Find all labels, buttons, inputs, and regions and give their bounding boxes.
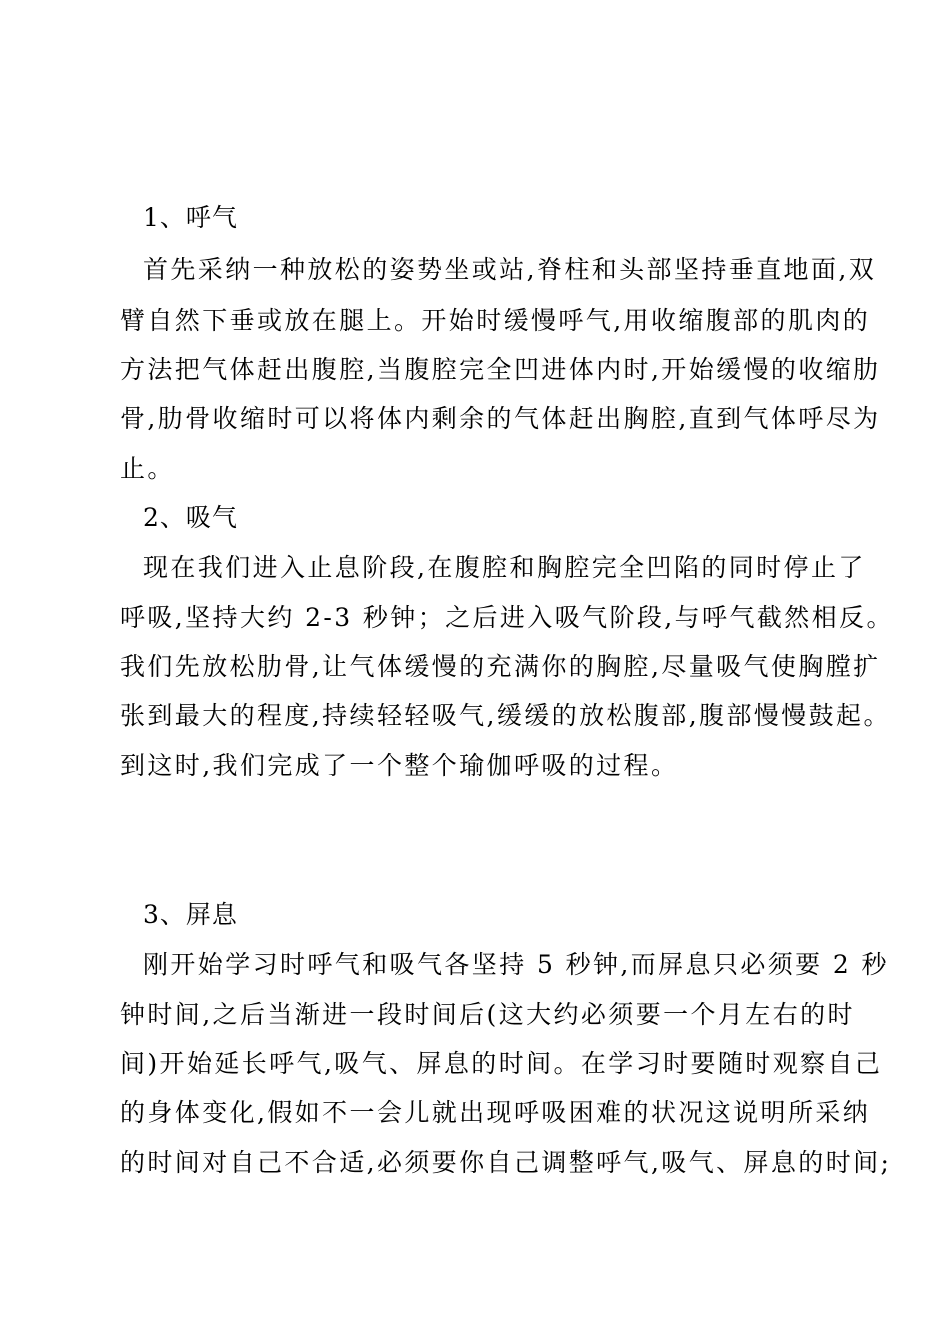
- section-2-line-4: 张到最大的程度,持续轻轻吸气,缓缓的放松腹部,腹部慢慢鼓起。: [120, 701, 891, 730]
- section-1-line-5: 止。: [120, 454, 175, 483]
- section-3-line-2: 钟时间,之后当渐进一段时间后(这大约必须要一个月左右的时: [120, 1000, 855, 1029]
- section-2-line-2: 呼吸,坚持大约 2-3 秒钟；之后进入吸气阶段,与呼气截然相反。: [120, 603, 894, 632]
- section-1-line-4: 骨,肋骨收缩时可以将体内剩余的气体赶出胸腔,直到气体呼尽为: [120, 404, 881, 433]
- section-3-heading: 3、屏息: [143, 900, 238, 929]
- section-2-line-5: 到这时,我们完成了一个整个瑜伽呼吸的过程。: [120, 751, 679, 780]
- section-2-line-1: 现在我们进入止息阶段,在腹腔和胸腔完全凹陷的同时停止了: [143, 553, 866, 582]
- section-1-heading: 1、呼气: [143, 203, 238, 232]
- section-3-line-3: 间)开始延长呼气,吸气、屏息的时间。在学习时要随时观察自己: [120, 1049, 883, 1078]
- section-1-line-1: 首先采纳一种放松的姿势坐或站,脊柱和头部坚持垂直地面,双: [143, 255, 877, 284]
- section-3-line-4: 的身体变化,假如不一会儿就出现呼吸困难的状况这说明所采纳: [120, 1098, 871, 1127]
- section-3-line-5: 的时间对自己不合适,必须要你自己调整呼气,吸气、屏息的时间;: [120, 1148, 892, 1177]
- section-3-line-1: 刚开始学习时呼气和吸气各坚持 5 秒钟,而屏息只必须要 2 秒: [143, 950, 889, 979]
- section-1-line-2: 臂自然下垂或放在腿上。开始时缓慢呼气,用收缩腹部的肌肉的: [120, 306, 871, 335]
- section-2-line-3: 我们先放松肋骨,让气体缓慢的充满你的胸腔,尽量吸气使胸膛扩: [120, 652, 881, 681]
- section-2-heading: 2、吸气: [143, 503, 238, 532]
- section-1-line-3: 方法把气体赶出腹腔,当腹腔完全凹进体内时,开始缓慢的收缩肋: [120, 355, 881, 384]
